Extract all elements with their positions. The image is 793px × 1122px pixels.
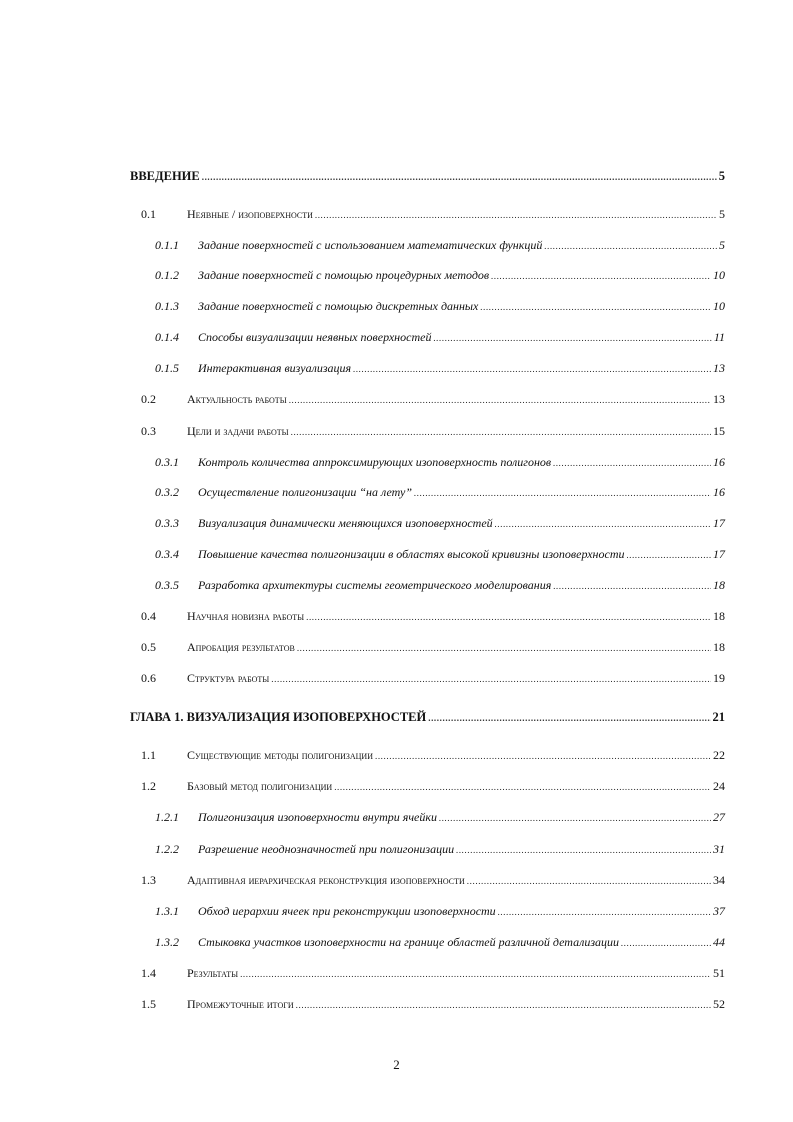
dot-leader (291, 427, 711, 437)
toc-entry-page: 17 (713, 516, 725, 530)
toc-entry-page: 11 (713, 330, 725, 344)
toc-entry-number: 0.1.4 (155, 330, 179, 344)
toc-entry-title: Научная новизна работы (187, 609, 305, 623)
toc-entry-page: 37 (713, 904, 725, 918)
toc-entry[interactable] (141, 779, 725, 794)
toc-entry-page: 13 (713, 361, 725, 375)
toc-entry[interactable] (141, 997, 725, 1012)
dot-leader (334, 782, 711, 792)
toc-entry[interactable] (141, 609, 725, 624)
toc-entry-page: 5 (719, 238, 725, 252)
toc-entry[interactable] (141, 873, 725, 888)
toc-entry[interactable] (155, 238, 725, 253)
toc-entry-title: Стыковка участков изоповерхности на границе областей различной детализации (198, 935, 620, 949)
toc-entry-number: 0.5 (141, 640, 156, 654)
toc-entry-number: 0.1.1 (155, 238, 179, 252)
toc-entry[interactable] (155, 299, 725, 314)
toc-entry-page: 19 (713, 671, 725, 685)
dot-leader (495, 519, 711, 529)
toc-entry-title: Задание поверхностей с использованием математических функций (198, 238, 543, 252)
toc-entry[interactable] (155, 485, 725, 500)
dot-leader (433, 333, 711, 343)
toc-entry-number: 1.3 (141, 873, 156, 887)
toc-entry-title: Полигонизация изоповерхности внутри ячейки (198, 810, 437, 824)
toc-entry-title: Актуальность работы (187, 392, 287, 406)
toc-entry-title: Структура работы (187, 671, 270, 685)
toc-entry-number: 0.6 (141, 671, 156, 685)
toc-entry-number: 0.3.2 (155, 485, 179, 499)
toc-entry-title: Апробация результатов (187, 640, 295, 654)
toc-entry-number: 1.2.1 (155, 810, 179, 824)
toc-entry-page: 44 (713, 935, 725, 949)
dot-leader (306, 612, 711, 622)
toc-entry[interactable] (141, 392, 725, 407)
toc-entry-number: 0.3.4 (155, 547, 179, 561)
toc-entry[interactable] (155, 516, 725, 531)
dot-leader (498, 907, 711, 917)
toc-entry-title: Неявные / изоповерхности (187, 207, 313, 221)
toc-entry-title: Визуализация динамически меняющихся изоповерхностей (198, 516, 493, 530)
dot-leader (414, 488, 711, 498)
toc-entry-number: 0.1.2 (155, 268, 179, 282)
toc-entry-title: Обход иерархии ячеек при реконструкции изоповерхности (198, 904, 496, 918)
toc-entry-number: 0.3 (141, 424, 156, 438)
toc-entry-number: 0.1.3 (155, 299, 179, 313)
toc-entry[interactable] (155, 455, 725, 470)
toc-entry[interactable] (155, 330, 725, 345)
dot-leader (553, 458, 711, 468)
toc-entry-page: 51 (713, 966, 725, 980)
toc-entry-title: Разрешение неоднозначностей при полигонизации (198, 842, 455, 856)
dot-leader (202, 172, 717, 182)
toc-entry-number: 1.3.1 (155, 904, 179, 918)
toc-entry-page: 18 (713, 609, 725, 623)
toc-entry[interactable] (155, 268, 725, 283)
toc-entry-title: Задание поверхностей с помощью дискретных данных (198, 299, 479, 313)
toc-entry-number: 1.4 (141, 966, 156, 980)
dot-leader (240, 969, 711, 979)
toc-entry-page: 18 (713, 640, 725, 654)
toc-entry-page: 24 (713, 779, 725, 793)
toc-entry[interactable] (141, 640, 725, 655)
toc-entry-title: Разработка архитектуры системы геометрического моделирования (198, 578, 552, 592)
toc-entry-page: 5 (718, 169, 725, 183)
toc-entry-number: 0.1 (141, 207, 156, 221)
toc-entry-title: ГЛАВА 1. ВИЗУАЛИЗАЦИЯ ИЗОПОВЕРХНОСТЕЙ (130, 710, 427, 724)
toc-entry-page: 5 (719, 207, 725, 221)
toc-entry-title: Повышение качества полигонизации в областях высокой кривизны изоповерхности (198, 547, 625, 561)
toc-entry-page: 22 (713, 748, 725, 762)
toc-entry-page: 15 (713, 424, 725, 438)
toc-entry-number: 0.3.3 (155, 516, 179, 530)
toc-entry-title: Цели и задачи работы (187, 424, 289, 438)
toc-entry-page: 16 (713, 485, 725, 499)
toc-entry-title: Промежуточные итоги (187, 997, 294, 1011)
toc-entry[interactable] (155, 578, 725, 593)
dot-leader (439, 813, 711, 823)
dot-leader (428, 713, 710, 723)
dot-leader (480, 302, 711, 312)
toc-entry-number: 1.2.2 (155, 842, 179, 856)
toc-entry-page: 21 (712, 710, 725, 724)
toc-entry[interactable] (141, 671, 725, 686)
page-number: 2 (393, 1057, 400, 1072)
toc-entry[interactable] (141, 966, 725, 981)
toc-entry-number: 0.3.5 (155, 578, 179, 592)
toc-entry[interactable] (141, 207, 725, 222)
dot-leader (289, 395, 711, 405)
toc-entry-title: Результаты (187, 966, 239, 980)
toc-entry[interactable] (155, 842, 725, 857)
toc-entry-page: 34 (713, 873, 725, 887)
toc-entry-page: 16 (713, 455, 725, 469)
dot-leader (553, 581, 711, 591)
dot-leader (544, 241, 717, 251)
toc-entry[interactable] (155, 361, 725, 376)
toc-entry-title: Задание поверхностей с помощью процедурных методов (198, 268, 490, 282)
toc-entry-number: 1.2 (141, 779, 156, 793)
toc-entry[interactable] (130, 169, 725, 184)
toc-entry-number: 0.1.5 (155, 361, 179, 375)
toc-entry-page: 13 (713, 392, 725, 406)
toc-entry-title: ВВЕДЕНИЕ (130, 169, 200, 183)
toc-entry-page: 10 (713, 299, 725, 313)
toc-entry-title: Адаптивная иерархическая реконструкция изоповерхности (187, 873, 465, 887)
toc-entry-title: Существующие методы полигонизации (187, 748, 373, 762)
toc-entry[interactable] (130, 710, 725, 725)
dot-leader (467, 876, 711, 886)
toc-entry-number: 1.3.2 (155, 935, 179, 949)
dot-leader (456, 845, 711, 855)
toc-entry[interactable] (141, 748, 725, 763)
toc-entry-title: Контроль количества аппроксимирующих изоповерхность полигонов (198, 455, 552, 469)
toc-entry[interactable] (155, 935, 725, 950)
toc-entry[interactable] (155, 904, 725, 919)
dot-leader (296, 1000, 711, 1010)
dot-leader (353, 364, 711, 374)
dot-leader (297, 643, 711, 653)
dot-leader (621, 938, 711, 948)
toc-entry-page: 17 (713, 547, 725, 561)
toc-entry-number: 1.1 (141, 748, 156, 762)
toc-entry-number: 0.4 (141, 609, 156, 623)
toc-entry-title: Осуществление полигонизации “на лету” (198, 485, 413, 499)
toc-entry[interactable] (141, 424, 725, 439)
toc-entry-number: 0.3.1 (155, 455, 179, 469)
toc-entry-number: 1.5 (141, 997, 156, 1011)
dot-leader (271, 674, 711, 684)
dot-leader (315, 210, 717, 220)
toc-entry-number: 0.2 (141, 392, 156, 406)
dot-leader (491, 271, 711, 281)
dot-leader (627, 550, 712, 560)
toc-entry-page: 31 (713, 842, 725, 856)
toc-entry-title: Базовый метод полигонизации (187, 779, 333, 793)
toc-entry-page: 18 (713, 578, 725, 592)
toc-entry-page: 10 (713, 268, 725, 282)
toc-entry-page: 52 (713, 997, 725, 1011)
dot-leader (375, 751, 711, 761)
toc-entry-page: 27 (713, 810, 725, 824)
toc-entry-title: Интерактивная визуализация (198, 361, 352, 375)
toc-entry[interactable] (155, 810, 725, 825)
toc-entry-title: Способы визуализации неявных поверхностей (198, 330, 432, 344)
toc-entry[interactable] (155, 547, 725, 562)
